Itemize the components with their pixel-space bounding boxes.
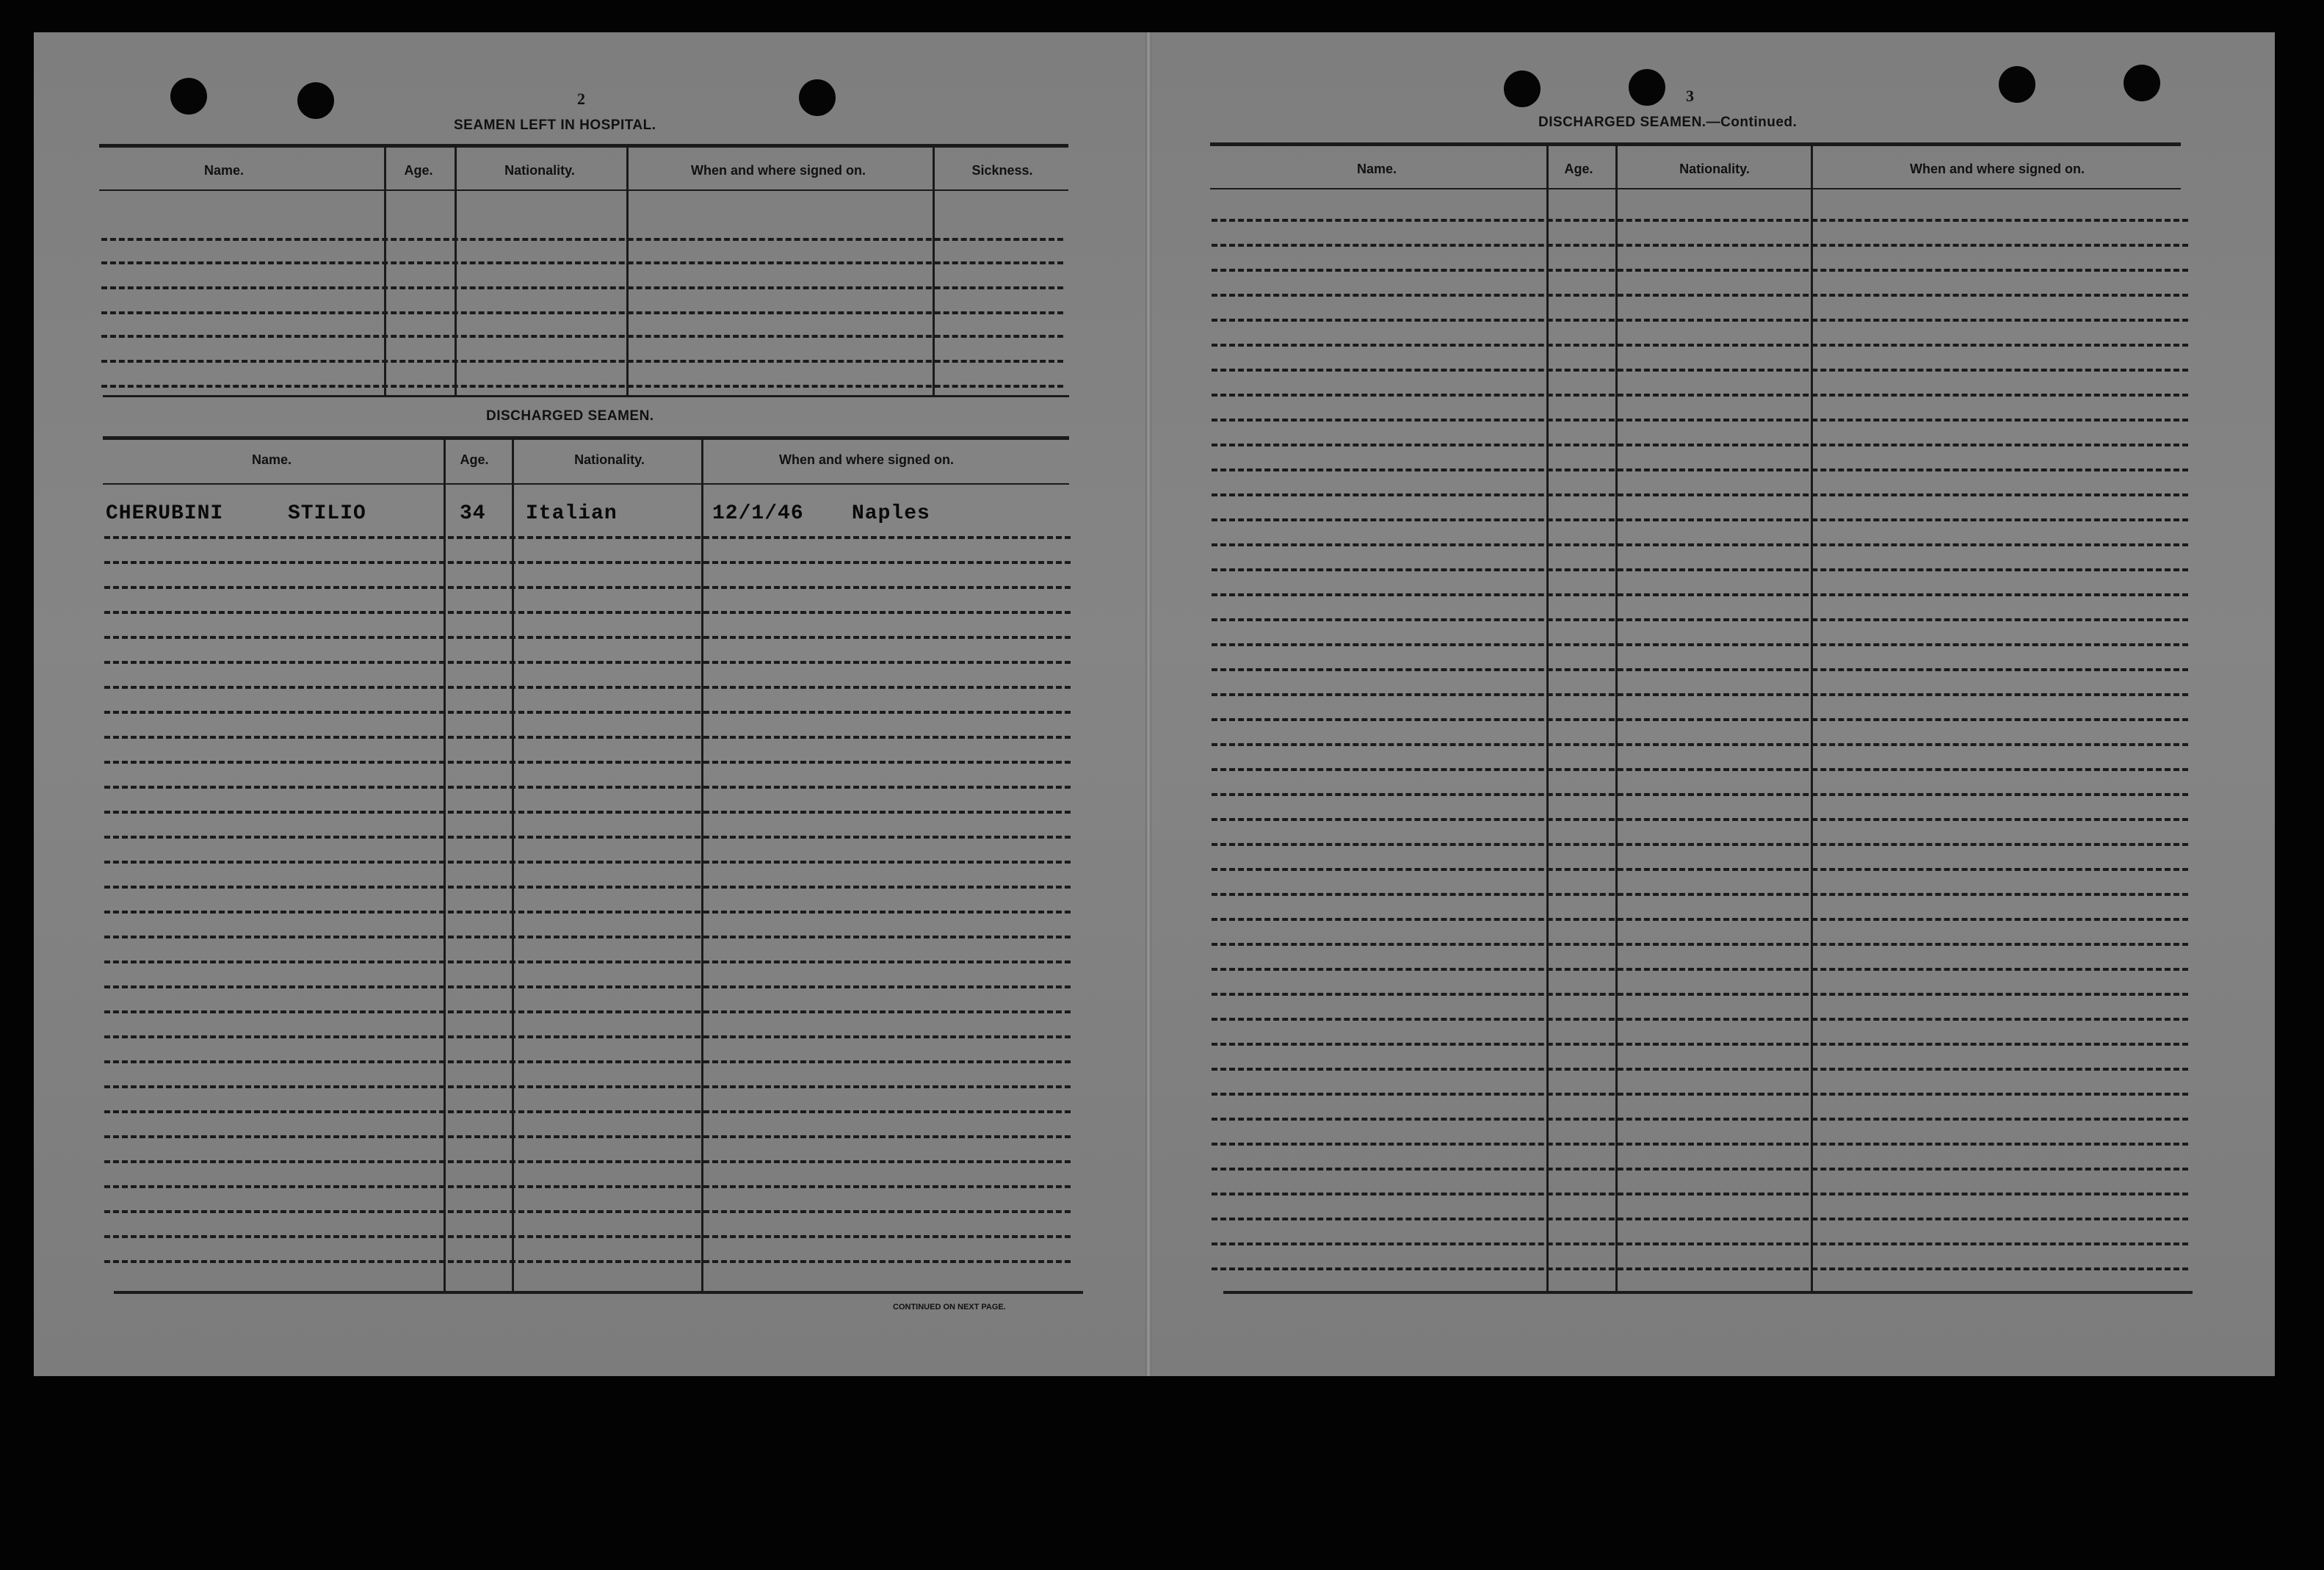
entry-date-signed: 12/1/46 — [712, 502, 804, 525]
column-header-age: Age. — [404, 163, 433, 178]
column-header-age: Age. — [460, 452, 489, 467]
column-header-nationality: Nationality. — [1679, 162, 1750, 176]
table-header-rule — [99, 189, 1068, 191]
column-header-sickness: Sickness. — [971, 163, 1033, 178]
punch-hole — [1504, 70, 1541, 107]
entry-surname: CHERUBINI — [106, 502, 224, 525]
column-header-signed-on: When and where signed on. — [1909, 162, 2085, 176]
column-divider — [626, 145, 629, 395]
column-header-nationality: Nationality. — [574, 452, 645, 467]
column-divider — [444, 439, 446, 1292]
hospital-section-title: SEAMEN LEFT IN HOSPITAL. — [454, 117, 656, 133]
punch-hole — [2124, 65, 2160, 101]
entry-given-name: STILIO — [288, 502, 366, 525]
punch-hole — [1999, 66, 2035, 103]
column-divider — [933, 145, 935, 395]
entry-nationality: Italian — [526, 502, 618, 525]
punch-hole — [799, 79, 836, 116]
table-top-rule — [103, 436, 1069, 440]
punch-hole — [170, 78, 207, 115]
column-header-nationality: Nationality. — [504, 163, 575, 178]
page-fold — [1145, 32, 1151, 1376]
column-header-age: Age. — [1564, 162, 1593, 176]
column-divider — [455, 145, 457, 395]
column-header-signed-on: When and where signed on. — [690, 163, 866, 178]
table-top-rule — [99, 144, 1068, 148]
table-top-rule — [1210, 142, 2181, 146]
entry-place-signed: Naples — [852, 502, 930, 525]
column-header-name: Name. — [203, 163, 245, 178]
column-header-name: Name. — [1356, 162, 1397, 176]
continued-section-title: DISCHARGED SEAMEN.—Continued. — [1538, 115, 1798, 130]
document-sheet — [34, 32, 2275, 1376]
discharged-section-title: DISCHARGED SEAMEN. — [486, 408, 654, 424]
punch-hole — [1629, 69, 1665, 106]
column-header-signed-on: When and where signed on. — [778, 452, 955, 467]
table-bottom-rule — [114, 1291, 1083, 1294]
continued-note: CONTINUED ON NEXT PAGE. — [893, 1303, 1006, 1312]
table-bottom-rule — [1223, 1291, 2193, 1294]
table-header-rule — [103, 483, 1069, 485]
punch-hole — [297, 82, 334, 119]
table-header-rule — [1210, 188, 2181, 189]
column-divider — [512, 439, 514, 1292]
page-number: 2 — [577, 90, 585, 108]
page-number: 3 — [1686, 87, 1694, 105]
entry-age: 34 — [460, 502, 486, 525]
column-divider — [384, 145, 386, 395]
column-divider — [701, 439, 703, 1292]
section-divider-rule — [103, 395, 1069, 397]
column-header-name: Name. — [251, 452, 292, 467]
